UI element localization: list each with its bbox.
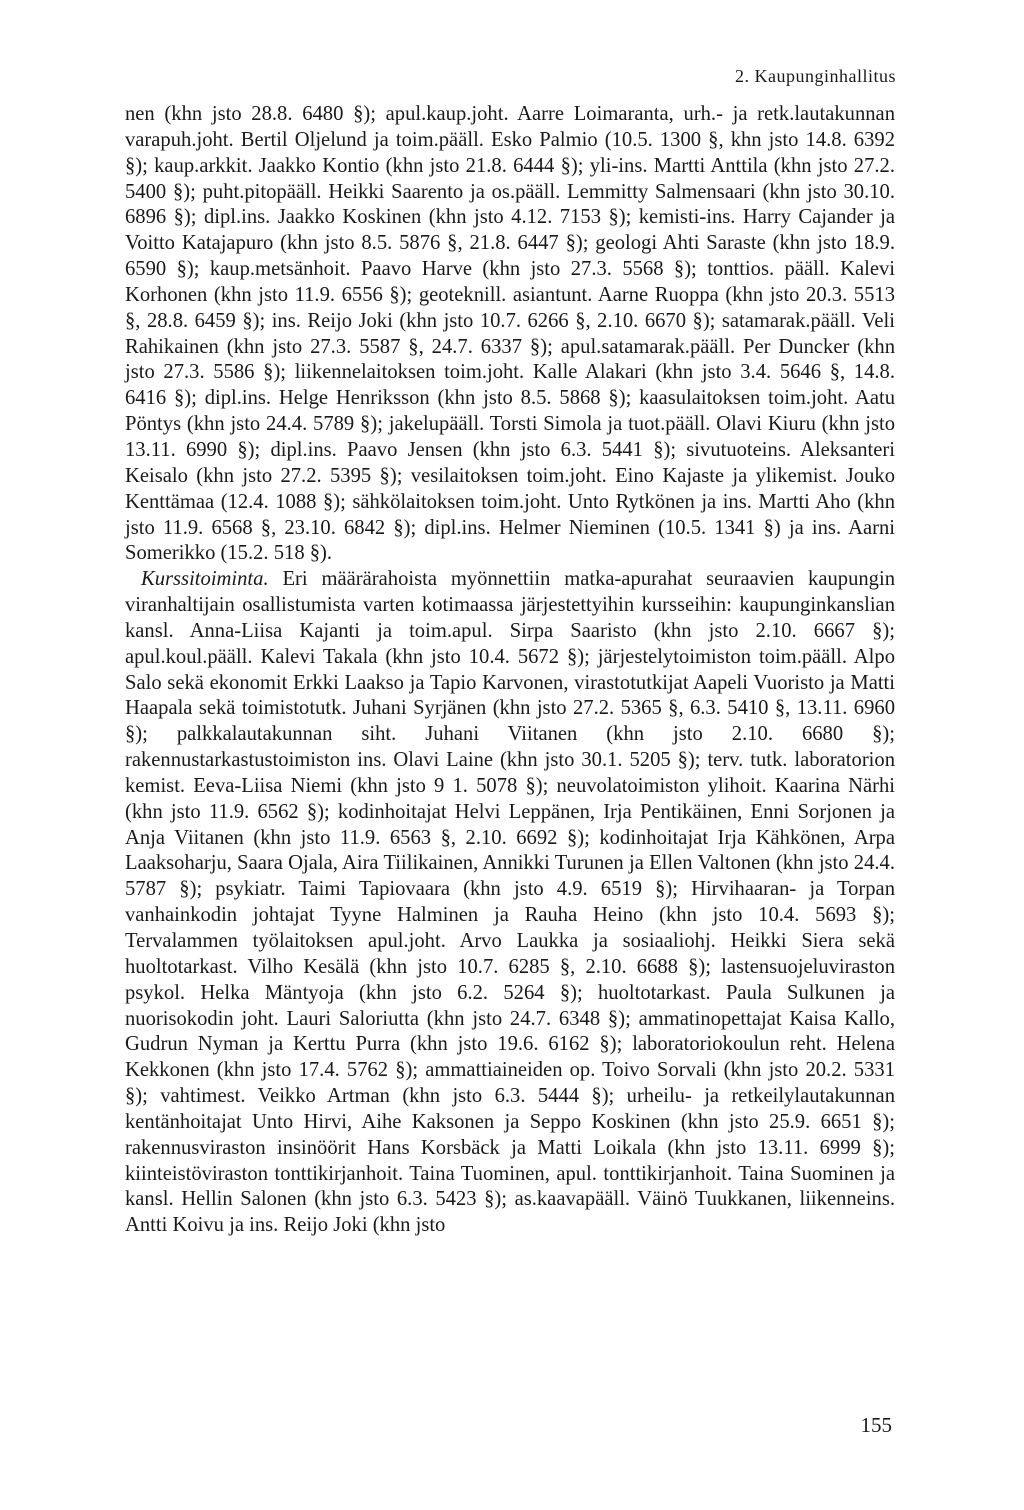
- section-title-kurssitoiminta: Kurssitoiminta.: [141, 568, 269, 591]
- paragraph-courses-text: Eri määrärahoista myönnettiin matka-apurahat seuraavien kaupungin viranhaltijain osallistumista varten kotimaassa järjestettyihin kursseihin: kaupunginkanslian kansl. Anna-Liisa Kajanti ja toim.apul. Sirpa Saaristo (khn jsto 2.10. 6667 §); apul.koul.pääll. Kalevi Takala (khn jsto 10.4. 5672 §); järjestelytoimiston toim.pääll. Alpo Salo sekä ekonomit Erkki Laakso ja Tapio Karvonen, virastotutkijat Aapeli Vuoristo ja Matti Haapala sekä toimistotutk. Juhani Syrjänen (khn jsto 27.2. 5365 §, 6.3. 5410 §, 13.11. 6960 §); palkkalautakunnan siht. Juhani Viitanen (khn jsto 2.10. 6680 §); rakennustarkastustoimiston ins. Olavi Laine (khn jsto 30.1. 5205 §); terv. tutk. laboratorion kemist. Eeva-Liisa Niemi (khn jsto 9 1. 5078 §); neuvolatoimiston ylihoit. Kaarina Närhi (khn jsto 11.9. 6562 §); kodinhoitajat Helvi Leppänen, Irja Pentikäinen, Enni Sorjonen ja Anja Viitanen (khn jsto 11.9. 6563 §, 2.10. 6692 §); kodinhoitajat Irja Kähkönen, Arpa Laaksoharju, Saara Ojala, Aira Tiilikainen, Annikki Turunen ja Ellen Valtonen (khn jsto 24.4. 5787 §); psykiatr. Taimi Tapiovaara (khn jsto 4.9. 6519 §); Hirvihaaran- ja Torpan vanhainkodin johtajat Tyyne Halminen ja Rauha Heino (khn jsto 10.4. 5693 §); Tervalammen työlaitoksen apul.joht. Arvo Laukka ja sosiaaliohj. Heikki Siera sekä huoltotarkast. Vilho Kesälä (khn jsto 10.7. 6285 §, 2.10. 6688 §); lastensuojeluviraston psykol. Helka Mäntyoja (khn jsto 6.2. 5264 §); huoltotarkast. Paula Sulkunen ja nuorisokodin joht. Lauri Saloriutta (khn jsto 24.7. 6348 §); ammatinopettajat Kaisa Kallo, Gudrun Nyman ja Kerttu Purra (khn jsto 19.6. 6162 §); laboratoriokoulun reht. Helena Kekkonen (khn jsto 17.4. 5762 §); ammattiaineiden op. Toivo Sorvali (khn jsto 20.2. 5331 §); vahtimest. Veikko Artman (khn jsto 6.3. 5444 §); urheilu- ja retkeilylautakunnan kentänhoitajat Unto Hirvi, Aihe Kaksonen ja Seppo Koskinen (khn jsto 25.9. 6651 §); rakennusviraston insinöörit Hans Korsbäck ja Matti Loikala (khn jsto 13.11. 6999 §); kiinteistöviraston tonttikirjanhoit. Taina Tuominen, apul. tonttikirjanhoit. Taina Suominen ja kansl. Hellin Salonen (khn jsto 6.3. 5423 §); as.kaavapääll. Väinö Tuukkanen, liikenneins. Antti Koivu ja ins. Reijo Joki (khn jsto: [125, 568, 895, 1237]
- paragraph-personnel-list: nen (khn jsto 28.8. 6480 §); apul.kaup.joht. Aarre Loimaranta, urh.- ja retk.lautakunnan varapuh.joht. Bertil Oljelund ja toim.pääll. Esko Palmio (10.5. 1300 §, khn jsto 14.8. 6392 §); kaup.arkkit. Jaakko Kontio (khn jsto 21.8. 6444 §); yli-ins. Martti Anttila (khn jsto 27.2. 5400 §); puht.pitopääll. Heikki Saarento ja os.pääll. Lemmitty Salmensaari (khn jsto 30.10. 6896 §); dipl.ins. Jaakko Koskinen (khn jsto 4.12. 7153 §); kemisti-ins. Harry Cajander ja Voitto Katajapuro (khn jsto 8.5. 5876 §, 21.8. 6447 §); geologi Ahti Saraste (khn jsto 18.9. 6590 §); kaup.metsänhoit. Paavo Harve (khn jsto 27.3. 5568 §); tonttios. pääll. Kalevi Korhonen (khn jsto 11.9. 6556 §); geoteknill. asiantunt. Aarne Ruoppa (khn jsto 20.3. 5513 §, 28.8. 6459 §); ins. Reijo Joki (khn jsto 10.7. 6266 §, 2.10. 6670 §); satamarak.pääll. Veli Rahikainen (khn jsto 27.3. 5587 §, 24.7. 6337 §); apul.satamarak.pääll. Per Duncker (khn jsto 27.3. 5586 §); liikennelaitoksen toim.joht. Kalle Alakari (khn jsto 3.4. 5646 §, 14.8. 6416 §); dipl.ins. Helge Henriksson (khn jsto 8.5. 5868 §); kaasulaitoksen toim.joht. Aatu Pöntys (khn jsto 24.4. 5789 §); jakelupääll. Torsti Simola ja tuot.pääll. Olavi Kiuru (khn jsto 13.11. 6990 §); dipl.ins. Paavo Jensen (khn jsto 6.3. 5441 §); sivutuoteins. Aleksanteri Keisalo (khn jsto 27.2. 5395 §); vesilaitoksen toim.joht. Eino Kajaste ja ylikemist. Jouko Kenttämaa (12.4. 1088 §); sähkölaitoksen toim.joht. Unto Rytkönen ja ins. Martti Aho (khn jsto 11.9. 6568 §, 23.10. 6842 §); dipl.ins. Helmer Nieminen (10.5. 1341 §) ja ins. Aarni Somerikko (15.2. 518 §).: [125, 103, 895, 565]
- running-header: 2. Kaupunginhallitus: [735, 66, 896, 86]
- page-number: 155: [860, 1413, 892, 1437]
- body-text: [125, 102, 895, 1239]
- paragraph-courses: [125, 567, 895, 1239]
